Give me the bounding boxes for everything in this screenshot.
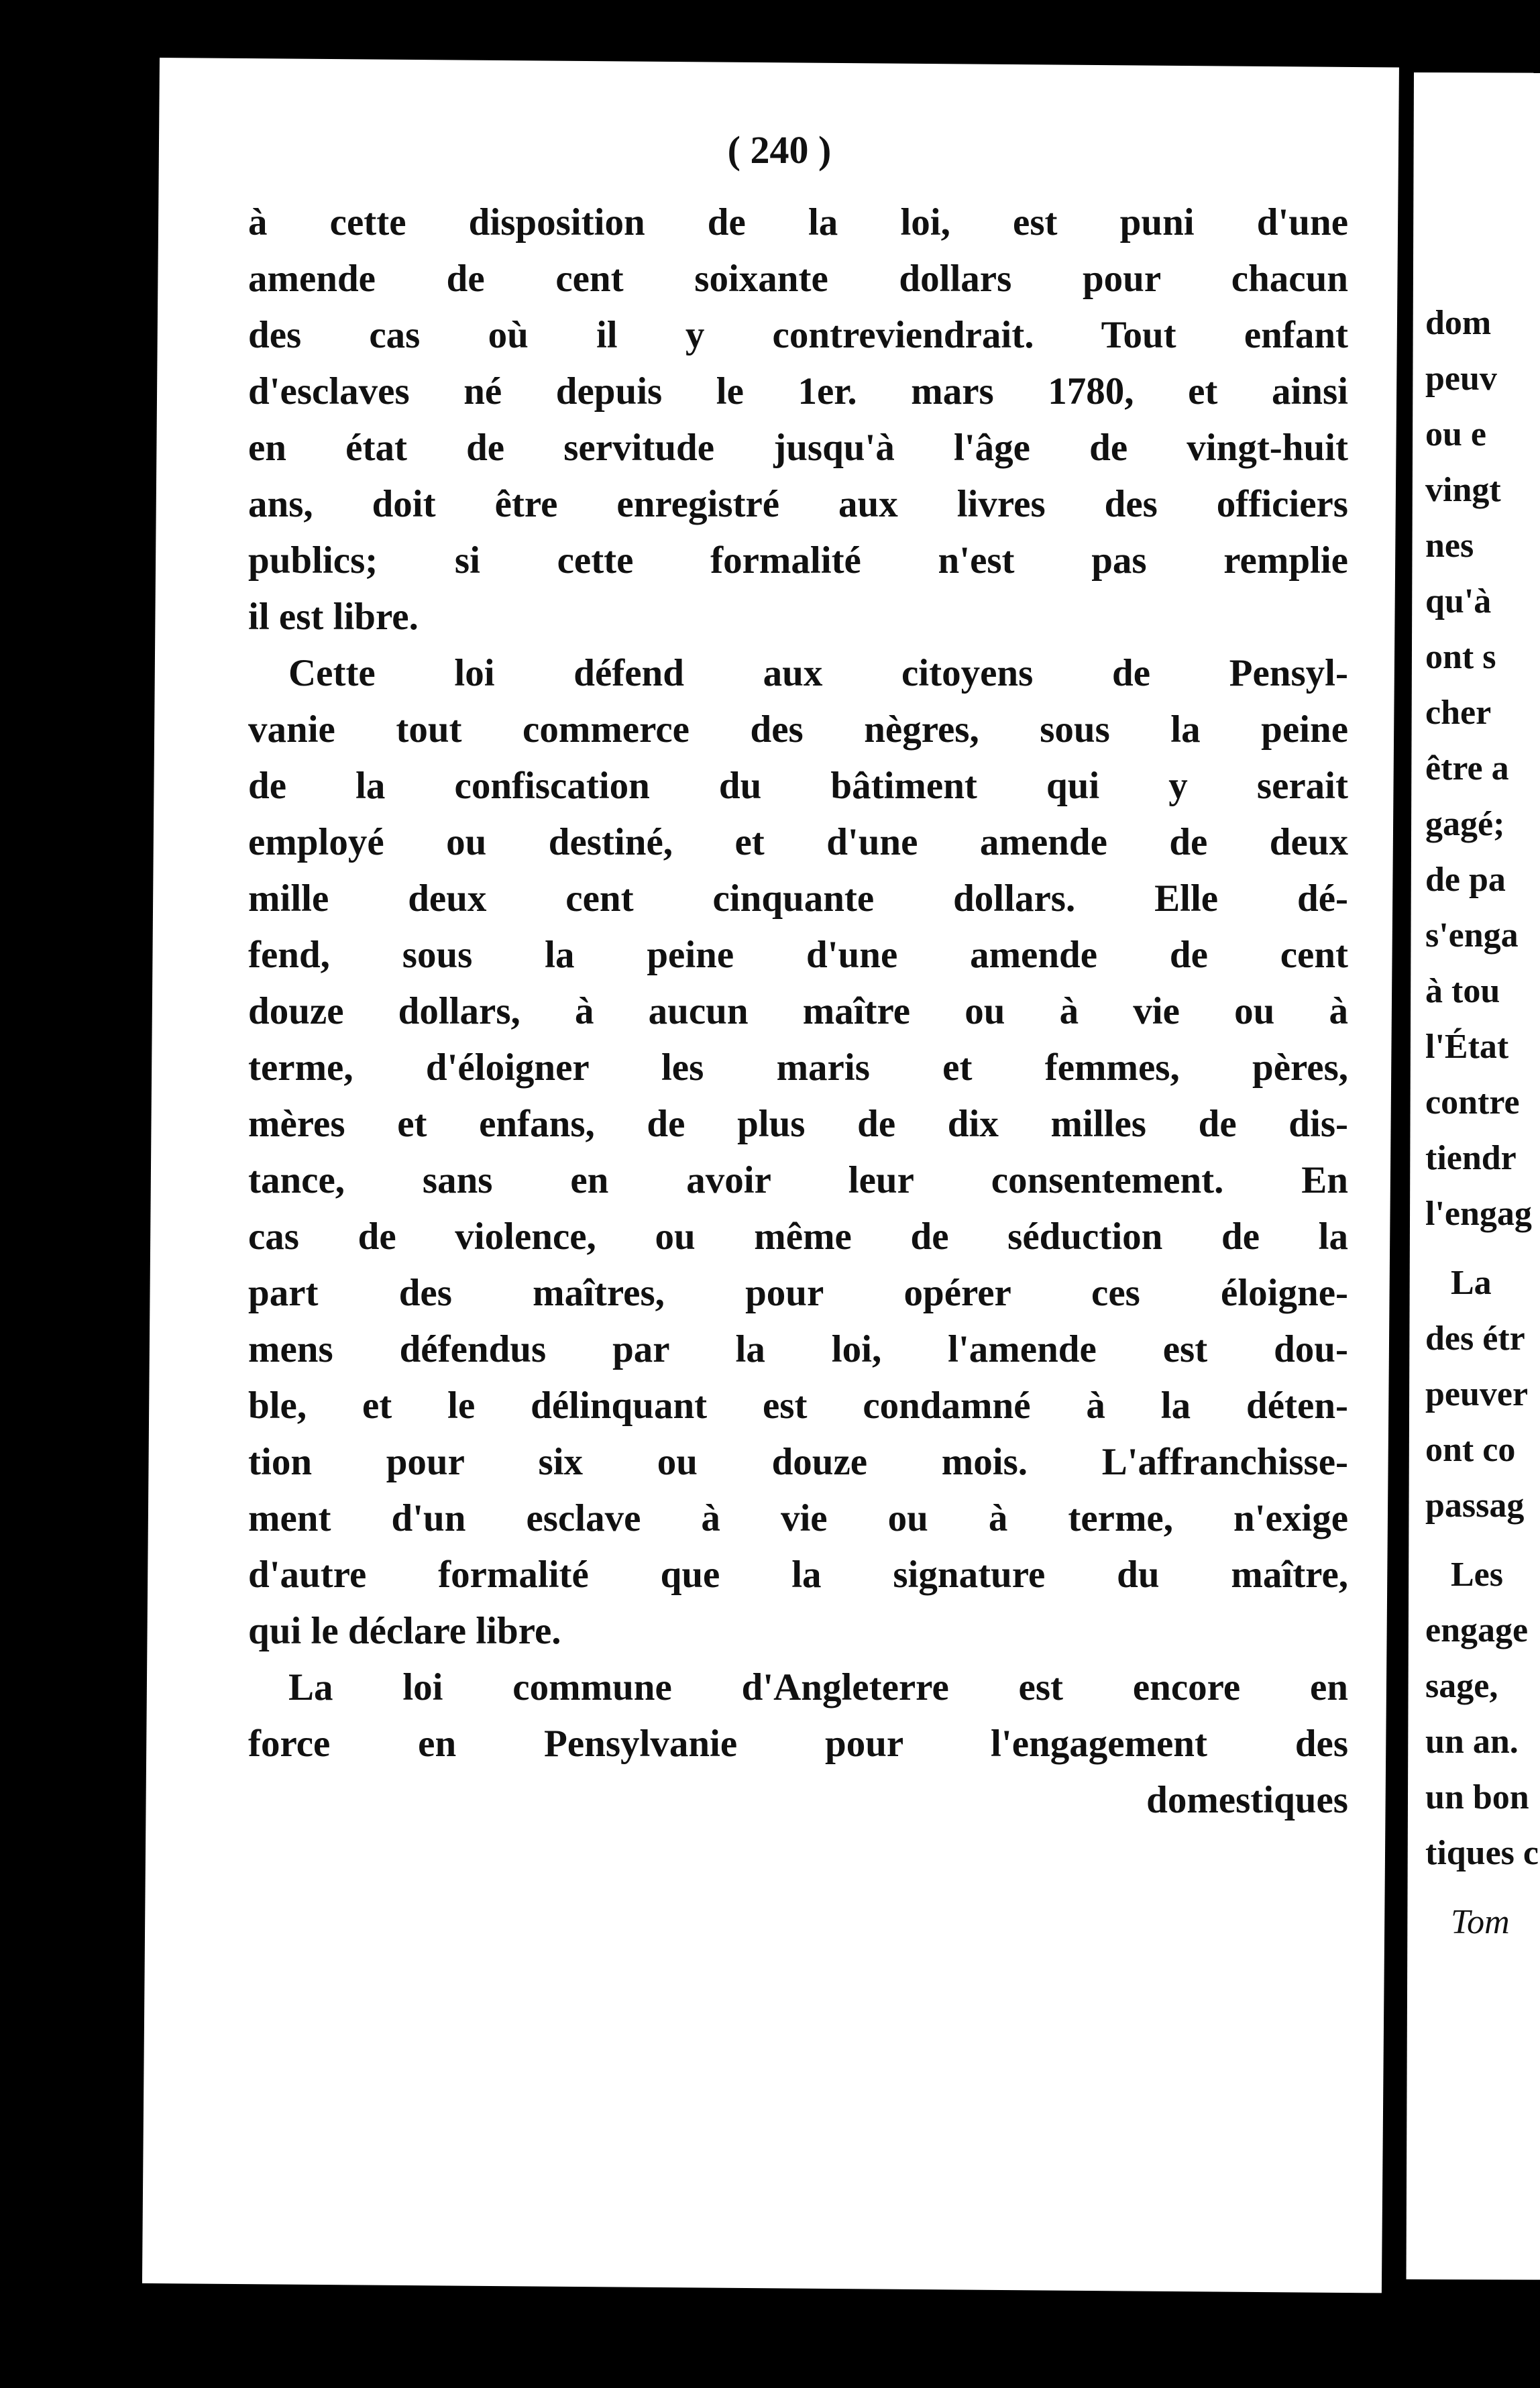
text-line: mères et enfans, de plus de dix milles de dis- [248, 1103, 1348, 1145]
text-line: vanie tout commerce des nègres, sous la peine [248, 708, 1348, 751]
text-line-fragment: Tom [1451, 1903, 1510, 1941]
text-line-fragment: être a [1425, 749, 1509, 788]
text-line: publics; si cette formalité n'est pas remplie [248, 539, 1348, 582]
text-line: La loi commune d'Angleterre est encore en [288, 1666, 1348, 1708]
text-line-fragment: l'engag [1425, 1195, 1532, 1233]
text-line-fragment: vingt [1425, 471, 1501, 509]
text-line: employé ou destiné, et d'une amende de deux [248, 821, 1348, 863]
text-line: domestiques [1146, 1779, 1348, 1821]
text-line-fragment: s'enga [1425, 916, 1519, 955]
text-line-fragment: un bon [1425, 1778, 1529, 1816]
text-line: terme, d'éloigner les maris et femmes, pères, [248, 1046, 1348, 1089]
text-line-fragment: tiendr [1425, 1139, 1517, 1177]
text-line-fragment: gagé; [1425, 805, 1505, 843]
text-line-fragment: tiques c [1425, 1834, 1539, 1872]
text-line-fragment: peuv [1425, 360, 1497, 398]
text-line: tion pour six ou douze mois. L'affranchisse- [248, 1441, 1348, 1483]
text-line-fragment: l'État [1425, 1028, 1509, 1066]
text-line: qui le déclare libre. [248, 1610, 561, 1652]
text-line: part des maîtres, pour opérer ces éloigne- [248, 1272, 1348, 1314]
text-line-fragment: ont co [1425, 1431, 1516, 1469]
text-line: d'autre formalité que la signature du maître, [248, 1554, 1348, 1596]
text-line: amende de cent soixante dollars pour chacun [248, 258, 1348, 300]
text-line: ble, et le délinquant est condamné à la déten- [248, 1385, 1348, 1427]
text-line: à cette disposition de la loi, est puni d'une [248, 201, 1348, 243]
text-line-fragment: cher [1425, 694, 1492, 732]
text-line: cas de violence, ou même de séduction de la [248, 1215, 1348, 1258]
text-line: d'esclaves né depuis le 1er. mars 1780, et ainsi [248, 370, 1348, 413]
text-line: de la confiscation du bâtiment qui y serait [248, 765, 1348, 807]
text-line: force en Pensylvanie pour l'engagement des [248, 1723, 1348, 1765]
text-line: douze dollars, à aucun maître ou à vie ou à [248, 990, 1348, 1032]
text-line-fragment: dom [1425, 304, 1492, 342]
text-line: en état de servitude jusqu'à l'âge de vingt-huit [248, 427, 1348, 469]
text-line-fragment: Les [1451, 1556, 1503, 1594]
text-line: mille deux cent cinquante dollars. Elle dé- [248, 877, 1348, 920]
text-line: ans, doit être enregistré aux livres des officiers [248, 483, 1348, 525]
text-line: des cas où il y contreviendrait. Tout enfant [248, 314, 1348, 356]
text-line-fragment: ont s [1425, 638, 1496, 676]
left-page-text [248, 195, 1348, 1829]
text-line-fragment: passag [1425, 1486, 1525, 1525]
text-line: tance, sans en avoir leur consentement. En [248, 1159, 1348, 1201]
right-page-text-fragment [1425, 295, 1540, 1950]
page-number: ( 240 ) [727, 128, 832, 172]
text-line-fragment: contre [1425, 1083, 1520, 1122]
text-line: Cette loi défend aux citoyens de Pensyl- [288, 652, 1348, 694]
text-line: mens défendus par la loi, l'amende est dou- [248, 1328, 1348, 1370]
text-line: fend, sous la peine d'une amende de cent [248, 934, 1348, 976]
text-line-fragment: engage [1425, 1611, 1529, 1649]
text-line-fragment: de pa [1425, 861, 1506, 899]
text-line: il est libre. [248, 596, 419, 638]
text-line-fragment: La [1451, 1264, 1492, 1302]
text-line-fragment: ou e [1425, 415, 1486, 453]
text-line-fragment: à tou [1425, 972, 1500, 1010]
text-line-fragment: sage, [1425, 1667, 1498, 1705]
text-line-fragment: un an. [1425, 1723, 1519, 1761]
text-line: ment d'un esclave à vie ou à terme, n'exige [248, 1497, 1348, 1539]
text-line-fragment: qu'à [1425, 582, 1492, 620]
text-line-fragment: peuver [1425, 1375, 1529, 1413]
text-line-fragment: des étr [1425, 1319, 1525, 1358]
text-line-fragment: nes [1425, 527, 1474, 565]
